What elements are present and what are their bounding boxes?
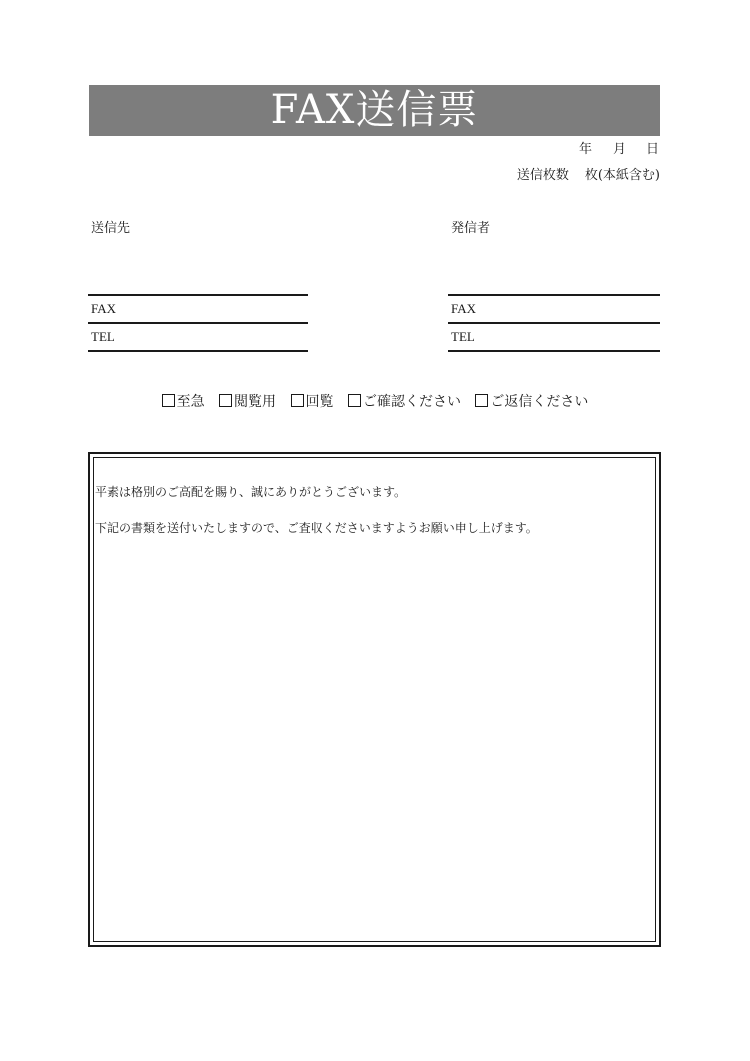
checkbox-square-icon[interactable] <box>219 394 232 407</box>
checkbox-label: 閲覧用 <box>234 394 277 410</box>
checkbox-please-confirm[interactable] <box>348 392 461 412</box>
sender-label: 発信者 <box>451 221 491 236</box>
checkbox-square-icon[interactable] <box>291 394 304 407</box>
page-count-row <box>517 167 660 185</box>
message-line-1: 平素は格別のご高配を賜り、誠にありがとうございます。 <box>95 485 407 499</box>
checkbox-square-icon[interactable] <box>348 394 361 407</box>
message-line-2: 下記の書類を送付いたしますので、ご査収くださいますようお願い申し上げます。 <box>95 521 538 535</box>
title-bar <box>89 85 660 136</box>
checkbox-please-reply[interactable] <box>475 392 588 412</box>
year-label: 年 <box>579 142 593 157</box>
sender-tel-field[interactable] <box>448 322 660 352</box>
day-label: 日 <box>646 142 660 157</box>
checkbox-square-icon[interactable] <box>162 394 175 407</box>
date-row <box>560 141 660 159</box>
message-box[interactable] <box>88 452 661 947</box>
checkbox-for-viewing[interactable] <box>219 392 276 412</box>
page-title: FAX送信票 <box>270 87 479 133</box>
recipient-tel-label: TEL <box>91 329 115 344</box>
page-count-label: 送信枚数 <box>516 168 569 183</box>
month-label: 月 <box>613 142 627 157</box>
checkbox-label: ご確認ください <box>362 394 461 410</box>
checkbox-urgent[interactable] <box>162 392 205 412</box>
sender-fax-field[interactable] <box>448 294 660 322</box>
page-count-unit: 枚(本紙含む) <box>584 168 660 183</box>
message-box-inner-border <box>93 457 656 942</box>
checkbox-circulate[interactable] <box>291 392 334 412</box>
sender-block <box>448 294 660 352</box>
recipient-block <box>88 294 308 352</box>
recipient-fax-field[interactable] <box>88 294 308 322</box>
recipient-label: 送信先 <box>91 221 131 236</box>
checkbox-label: 回覧 <box>305 394 334 410</box>
checkbox-group <box>0 392 750 412</box>
recipient-fax-label: FAX <box>91 301 117 316</box>
checkbox-label: ご返信ください <box>490 394 589 410</box>
sender-fax-label: FAX <box>451 301 477 316</box>
checkbox-square-icon[interactable] <box>475 394 488 407</box>
sender-tel-label: TEL <box>451 329 475 344</box>
checkbox-label: 至急 <box>176 394 205 410</box>
recipient-tel-field[interactable] <box>88 322 308 352</box>
